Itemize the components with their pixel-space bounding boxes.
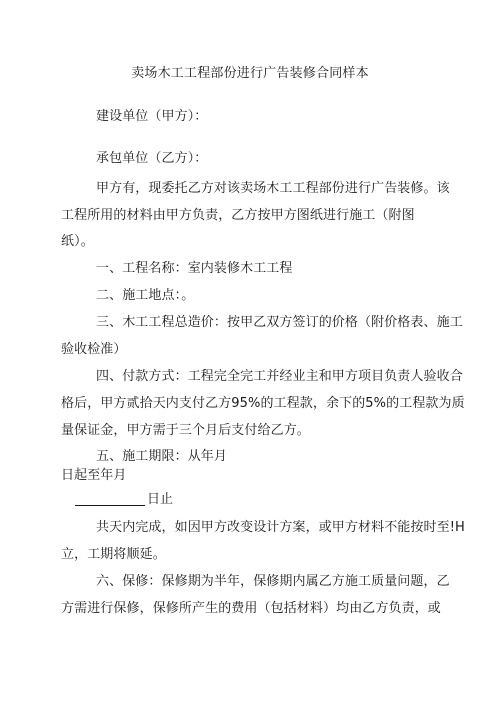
clause-period-line-1: 五、施工期限：从年月 (96, 449, 228, 464)
paragraph-intro-line-1: 甲方有，现委托乙方对该卖场木工工程部份进行广告装修。该 (96, 181, 450, 196)
paragraph-intro-line-3: 纸）。 (61, 234, 94, 249)
clause-cost-line-1: 三、木工工程总造价：按甲乙双方签订的价格（附价格表、施工 (96, 315, 463, 330)
clause-warranty-line-2: 方需进行保修，保修所产生的费用（包括材料）均由乙方负责，或 (61, 601, 441, 616)
clause-payment-line-1: 四、付款方式：工程完全完工并经业主和甲方项目负责人验收合 (96, 369, 463, 384)
clause-payment-line-3: 量保证金，甲方需于三个月后支付给乙方。 (61, 423, 310, 438)
party-b-line: 承包单位（乙方）： (96, 151, 208, 166)
clause-period-line-3: 日止 (147, 492, 174, 507)
clause-completion-line-2: 立，工期将顺延。 (61, 547, 166, 562)
clause-project-name: 一、工程名称：室内装修木工工程 (96, 261, 293, 276)
clause-completion-line-1: 共天内完成，如因甲方改变设计方案，或甲方材料不能按时至!H (96, 520, 465, 535)
clause-location: 二、施工地点：。 (96, 288, 195, 303)
clause-payment-line-2: 格后，甲方贰拾天内支付乙方95%的工程款，余下的5%的工程款为质 (61, 396, 465, 411)
clause-period-line-2: 日起至年月 (61, 468, 127, 483)
document-title: 卖场木工工程部份进行广告装修合同样本 (131, 66, 369, 81)
clause-cost-line-2: 验收检准） (61, 342, 127, 357)
party-a-line: 建设单位（甲方）： (96, 109, 208, 124)
paragraph-intro-line-2: 工程所用的材料由甲方负责，乙方按甲方图纸进行施工（附图 (61, 208, 415, 223)
clause-warranty-line-1: 六、保修：保修期为半年，保修期内属乙方施工质量问题，乙 (96, 574, 450, 589)
date-blank-underline (75, 505, 145, 506)
